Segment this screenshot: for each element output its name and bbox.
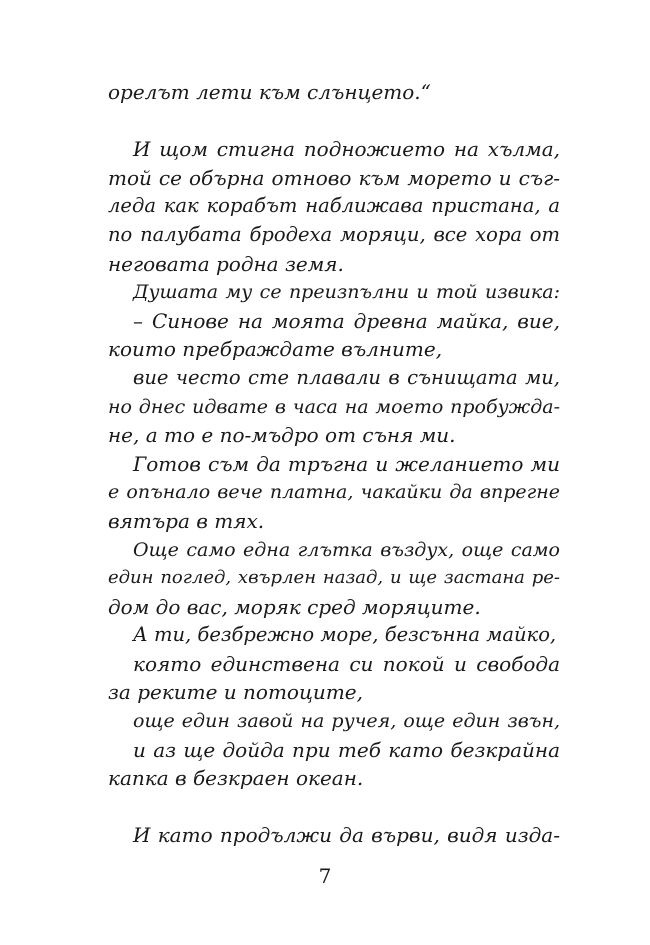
text-line: още един завой на ручея, още един звън, bbox=[133, 710, 560, 733]
text-line: капка в безкраен океан. bbox=[108, 766, 364, 791]
text-line: не, а то е по-мъдро от съня ми. bbox=[108, 423, 456, 448]
text-line: Още само една глътка въздух, още само bbox=[133, 538, 560, 561]
text-line: И щом стигна подножието на хълма, bbox=[133, 137, 560, 162]
text-line: той се обърна отново към морето и съг- bbox=[108, 165, 560, 190]
text-line: И като продължи да върви, видя изда- bbox=[133, 823, 560, 848]
text-line: вие често сте плавали в сънищата ми, bbox=[133, 365, 560, 389]
text-line: които пребраждате вълните, bbox=[108, 337, 443, 362]
text-line: леда как корабът наближава пристана, а bbox=[108, 194, 560, 218]
text-line: за реките и потоците, bbox=[108, 680, 363, 705]
text-line: Душата му се преизпълни и той извика: bbox=[133, 281, 560, 304]
text-line: която единствена си покой и свобода bbox=[133, 651, 560, 676]
text-line: – Синове на моята древна майка, вие, bbox=[133, 308, 560, 333]
page-number: 7 bbox=[318, 864, 332, 888]
text-line: но днес идвате в часа на моето пробужда- bbox=[108, 395, 560, 418]
text-line: по палубата бродеха моряци, все хора от bbox=[108, 222, 560, 246]
text-line: А ти, безбрежно море, безсънна майко, bbox=[133, 623, 557, 647]
text-line: един поглед, хвърлен назад, и ще застана ре- bbox=[108, 567, 560, 589]
text-line: е опънало вече платна, чакайки да впрегне bbox=[108, 481, 560, 504]
paragraph-gap bbox=[108, 107, 560, 136]
text-line: дом до вас, моряк сред моряците. bbox=[108, 594, 481, 619]
paragraph-gap bbox=[108, 793, 560, 822]
text-line: вятъра в тях. bbox=[108, 508, 265, 533]
body-text bbox=[108, 78, 560, 850]
text-line: неговата родна земя. bbox=[108, 251, 344, 276]
text-line: и аз ще дойда при теб като безкрайна bbox=[133, 737, 560, 762]
text-line: орелът лети към слънцето.“ bbox=[108, 80, 431, 104]
text-line: Готов съм да тръгна и желанието ми bbox=[133, 451, 560, 476]
